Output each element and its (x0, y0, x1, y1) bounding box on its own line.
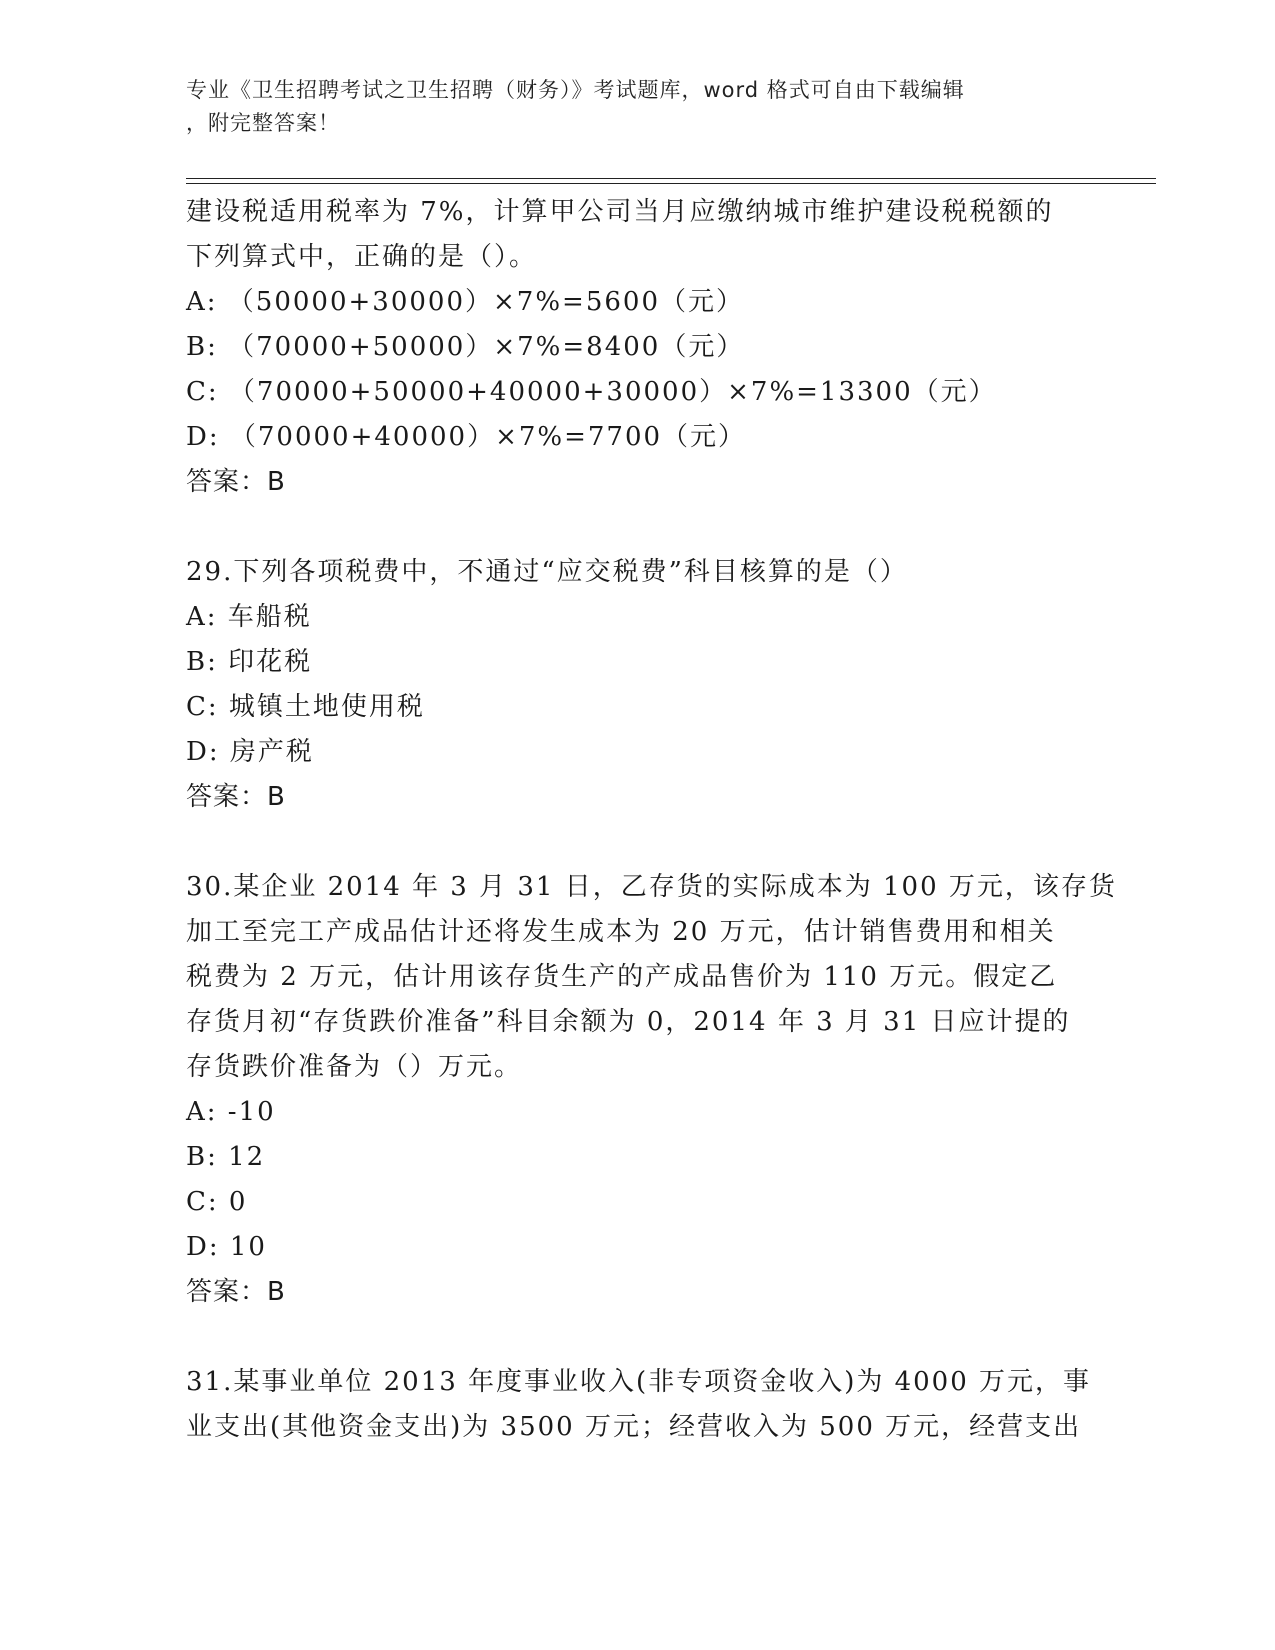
question-29 (186, 550, 1086, 820)
header-line-2: ，附完整答案！ (186, 111, 340, 135)
question-30 (186, 865, 1117, 1315)
option-a: A: -10 (186, 1097, 276, 1127)
option-c: C: （70000+50000+40000+30000）×7%=13300（元） (186, 377, 997, 407)
question-stem-line: 存货月初“存货跌价准备”科目余额为 0，2014 年 3 月 31 日应计提的 (186, 1007, 1071, 1037)
option-c: C: 0 (186, 1187, 248, 1217)
question-stem-line: 下列算式中，正确的是（）。 (186, 242, 538, 272)
option-b: B: 12 (186, 1142, 266, 1172)
option-c: C: 城镇土地使用税 (186, 692, 425, 722)
option-b: B: （70000+50000）×7%=8400（元） (186, 332, 745, 362)
question-stem-line: 存货跌价准备为（）万元。 (186, 1052, 523, 1082)
question-stem-line: 31.某事业单位 2013 年度事业收入(非专项资金收入)为 4000 万元，事 (186, 1367, 1092, 1397)
option-b: B: 印花税 (186, 647, 313, 677)
option-a: A: 车船税 (186, 602, 312, 632)
question-stem-line: 税费为 2 万元，估计用该存货生产的产成品售价为 110 万元。假定乙 (186, 962, 1058, 992)
document-header (186, 74, 1066, 140)
question-stem-line: 加工至完工产成品估计还将发生成本为 20 万元，估计销售费用和相关 (186, 917, 1056, 947)
option-d: D: 10 (186, 1232, 267, 1262)
header-rule-bottom (186, 183, 1156, 184)
spacer (186, 1315, 1086, 1360)
header-rule-top (186, 178, 1156, 179)
option-d: D: 房产税 (186, 737, 314, 767)
question-stem-line: 业支出(其他资金支出)为 3500 万元；经营收入为 500 万元，经营支出 (186, 1412, 1082, 1442)
spacer (186, 505, 1086, 550)
option-a: A: （50000+30000）×7%=5600（元） (186, 287, 744, 317)
option-d: D: （70000+40000）×7%=7700（元） (186, 422, 747, 452)
answer-line: 答案：B (186, 1277, 286, 1307)
question-content (186, 190, 1117, 1450)
header-line-1: 专业《卫生招聘考试之卫生招聘（财务）》考试题库，word 格式可自由下载编辑 (186, 78, 965, 102)
question-stem-line: 建设税适用税率为 7%，计算甲公司当月应缴纳城市维护建设税税额的 (186, 197, 1054, 227)
spacer (186, 820, 1086, 865)
question-stem-line: 30.某企业 2014 年 3 月 31 日，乙存货的实际成本为 100 万元，该存货 (186, 872, 1117, 902)
question-31 (186, 1360, 1092, 1450)
answer-line: 答案：B (186, 782, 286, 812)
answer-line: 答案：B (186, 467, 286, 497)
question-28 (186, 190, 1086, 505)
question-stem-line: 29.下列各项税费中，不通过“应交税费”科目核算的是（） (186, 557, 908, 587)
